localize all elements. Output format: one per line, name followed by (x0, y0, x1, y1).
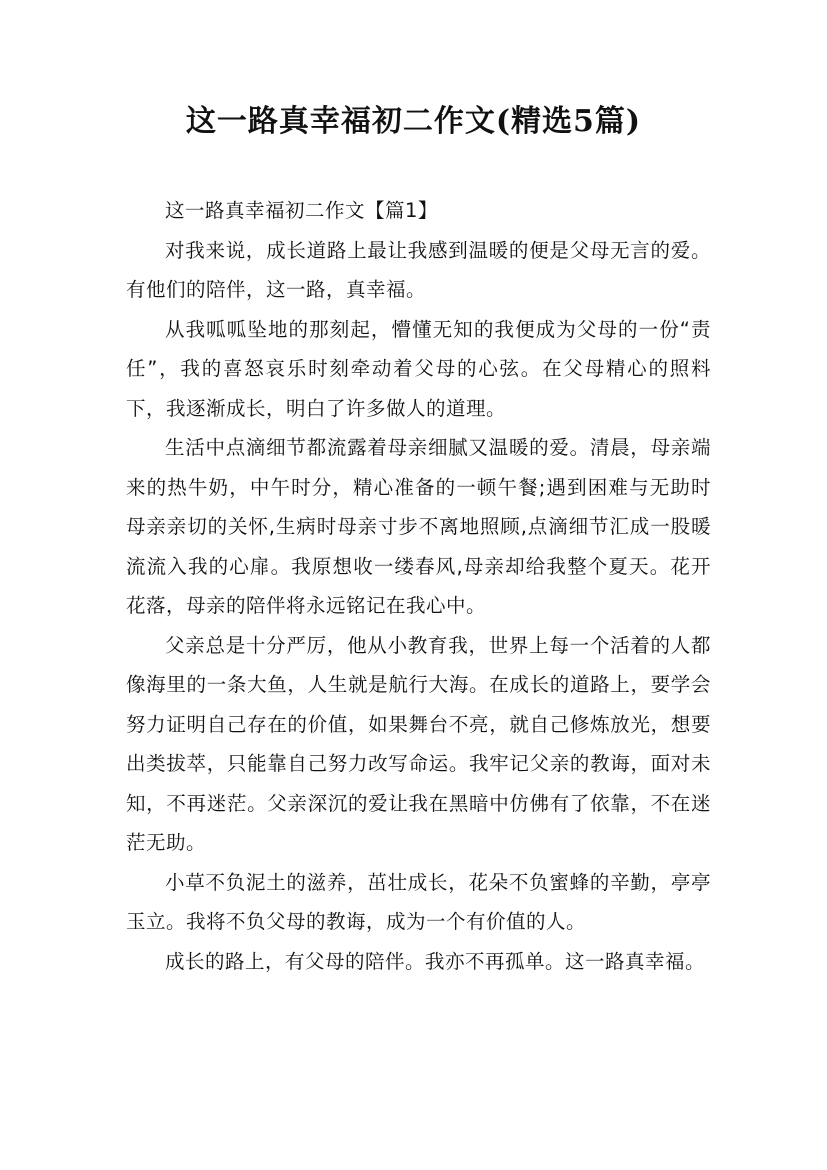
paragraph: 成长的路上，有父母的陪伴。我亦不再孤单。这一路真幸福。 (165, 949, 706, 973)
paragraph: 父亲总是十分严厉，他从小教育我，世界上每一个活着的人都像海里的一条大鱼，人生就是航行大海。在成长的道路上，要学会努力证明自己存在的价值，如果舞台不亮，就自己修炼放光，想要出类拔萃，只能靠自己努力改写命运。我牢记父亲的教诲，面对未知，不再迷茫。父亲深沉的爱让我在黑暗中仿佛有了依靠，不在迷茫无助。 (126, 633, 711, 854)
paragraph: 对我来说，成长道路上最让我感到温暖的便是父母无言的爱。有他们的陪伴，这一路，真幸福。 (126, 238, 711, 301)
document-body (126, 191, 711, 981)
paragraph: 生活中点滴细节都流露着母亲细腻又温暖的爱。清晨，母亲端来的热牛奶，中午时分，精心准备的一顿午餐;遇到困难与无助时母亲亲切的关怀,生病时母亲寸步不离地照顾,点滴细节汇成一股暖流流入我的心扉。我原想收一缕春风,母亲却给我整个夏天。花开花落，母亲的陪伴将永远铭记在我心中。 (126, 436, 711, 617)
paragraph: 从我呱呱坠地的那刻起，懵懂无知的我便成为父母的一份“责任”，我的喜怒哀乐时刻牵动着父母的心弦。在父母精心的照料下，我逐渐成长，明白了许多做人的道理。 (126, 317, 711, 420)
paragraph: 小草不负泥土的滋养，茁壮成长，花朵不负蜜蜂的辛勤，亭亭玉立。我将不负父母的教诲，成为一个有价值的人。 (126, 870, 711, 933)
section-heading: 这一路真幸福初二作文【篇1】 (165, 199, 438, 222)
document-title: 这一路真幸福初二作文(精选5篇) (185, 104, 642, 139)
